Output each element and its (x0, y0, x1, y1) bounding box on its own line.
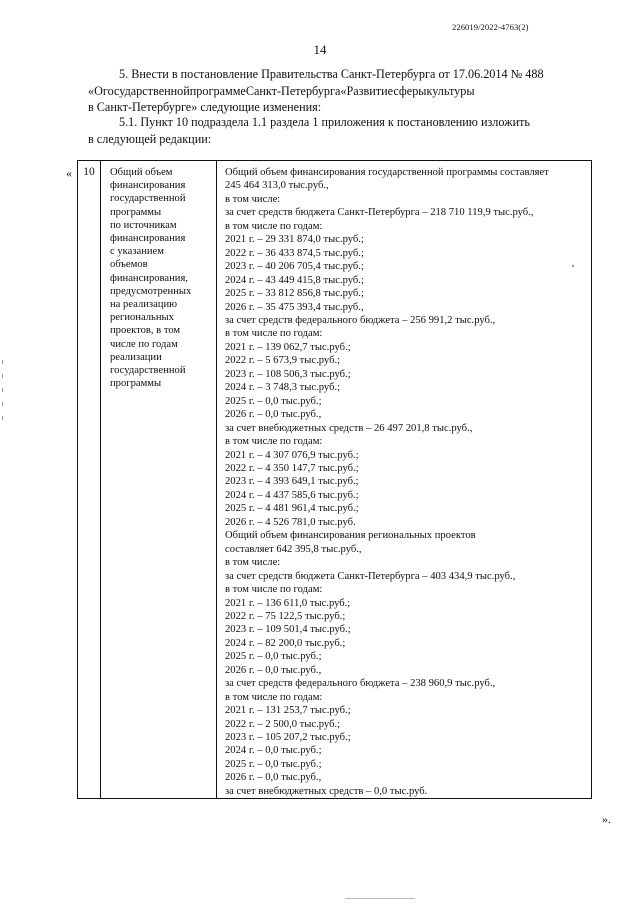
paragraph-line: 5. Внести в постановление Правительства Санкт-Петербурга от 17.06.2014 № 488 (119, 67, 544, 81)
closing-quote: ». (602, 812, 611, 826)
paragraph-line: в следующей редакции: (88, 131, 212, 146)
scan-dot (572, 265, 574, 267)
label-line: проектов, в том (110, 325, 181, 337)
content-line: 2024 г. – 0,0 тыс.руб.; (225, 745, 322, 757)
paragraph-line: 5.1. Пункт 10 подраздела 1.1 раздела 1 приложения к постановлению изложить (119, 115, 530, 129)
content-line: 2022 г. – 75 122,5 тыс.руб.; (225, 610, 346, 622)
content-line: 2026 г. – 0,0 тыс.руб., (225, 409, 322, 421)
content-line: 2023 г. – 109 501,4 тыс.руб.; (225, 624, 351, 636)
content-line: 2026 г. – 0,0 тыс.руб., (225, 664, 322, 676)
content-line: составляет 642 395,8 тыс.руб., (225, 543, 362, 555)
word: государственной (102, 83, 190, 98)
content-line: 2022 г. – 5 673,9 тыс.руб.; (225, 355, 341, 367)
content-line: в том числе: (225, 557, 281, 569)
label-line: предусмотренных (110, 285, 192, 297)
page-number: 14 (313, 42, 327, 57)
paragraph-line: в Санкт-Петербурге» следующие изменения: (88, 100, 322, 114)
label-line: программы (110, 206, 162, 218)
row-label-cell (110, 166, 218, 390)
scan-mark (2, 360, 3, 364)
content-line: 2025 г. – 0,0 тыс.руб.; (225, 651, 322, 663)
content-line: за счет внебюджетных средств – 0,0 тыс.руб. (225, 785, 428, 797)
scan-artifact-line (345, 898, 415, 899)
content-line: 2025 г. – 33 812 856,8 тыс.руб.; (225, 288, 364, 300)
label-line: с указанием (110, 246, 164, 258)
word: «Развитие (340, 83, 394, 98)
content-line: 2021 г. – 29 331 874,0 тыс.руб.; (225, 234, 364, 246)
content-line: 2025 г. – 4 481 961,4 тыс.руб.; (225, 503, 359, 515)
content-line: 2021 г. – 131 253,7 тыс.руб.; (225, 705, 351, 717)
word: сферы (393, 83, 427, 98)
content-line: за счет средств федерального бюджета – 238 960,9 тыс.руб., (225, 678, 496, 690)
row-number-cell: 10 (83, 166, 95, 178)
label-line: объемов (110, 259, 148, 271)
paragraph-item-5-1 (88, 114, 592, 147)
word: «О (88, 83, 103, 98)
content-line: 2026 г. – 0,0 тыс.руб., (225, 772, 322, 784)
financing-table (77, 160, 592, 799)
content-line: 2023 г. – 40 206 705,4 тыс.руб.; (225, 261, 364, 273)
content-line: 2021 г. – 136 611,0 тыс.руб.; (225, 597, 351, 609)
content-line: 2023 г. – 105 207,2 тыс.руб.; (225, 732, 351, 744)
label-line: финансирования (110, 180, 186, 192)
content-line: 2026 г. – 35 475 393,4 тыс.руб., (225, 301, 364, 313)
content-line: 2025 г. – 0,0 тыс.руб.; (225, 758, 322, 770)
content-line: за счет средств федерального бюджета – 256 991,2 тыс.руб., (225, 314, 496, 326)
content-line: за счет средств бюджета Санкт-Петербурга – 403 434,9 тыс.руб., (225, 570, 516, 582)
column-divider (100, 161, 101, 798)
label-line: числе по годам (110, 338, 178, 350)
label-line: финансирования, (110, 272, 188, 284)
content-line: 2021 г. – 4 307 076,9 тыс.руб.; (225, 449, 359, 461)
content-line: 2022 г. – 2 500,0 тыс.руб.; (225, 718, 341, 730)
content-line: в том числе по годам: (225, 436, 323, 448)
content-line: в том числе по годам: (225, 328, 323, 340)
label-line: по источникам (110, 219, 177, 231)
document-id: 226019/2022-4763(2) (452, 22, 529, 32)
content-line: Общий объем финансирования государственной программы составляет (225, 167, 549, 178)
content-line: в том числе по годам: (225, 220, 323, 232)
content-line: 2022 г. – 4 350 147,7 тыс.руб.; (225, 462, 359, 474)
label-line: финансирования (110, 233, 186, 245)
label-line: государственной (110, 365, 186, 377)
row-content-cell (225, 166, 589, 798)
word: Санкт-Петербурга (245, 83, 341, 98)
scan-margin-marks (2, 360, 6, 430)
label-line: государственной (110, 193, 186, 205)
content-line: 2024 г. – 3 748,3 тыс.руб.; (225, 382, 341, 394)
content-line: за счет средств бюджета Санкт-Петербурга – 218 710 119,9 тыс.руб., (225, 207, 534, 219)
scan-mark (2, 388, 3, 392)
content-line: 2024 г. – 4 437 585,6 тыс.руб.; (225, 489, 359, 501)
scan-mark (2, 416, 3, 420)
paragraph-line (88, 83, 592, 100)
content-line: 2022 г. – 36 433 874,5 тыс.руб.; (225, 247, 364, 259)
label-line: региональных (110, 312, 174, 324)
scan-mark (2, 374, 3, 378)
label-line: Общий объем (110, 167, 173, 178)
content-line: 245 464 313,0 тыс.руб., (225, 180, 329, 192)
scan-mark (2, 402, 3, 406)
content-line: в том числе: (225, 193, 281, 205)
word: культуры (426, 83, 475, 98)
paragraph-amendment-intro (88, 66, 592, 116)
content-line: в том числе по годам: (225, 691, 323, 703)
content-line: 2024 г. – 82 200,0 тыс.руб.; (225, 637, 346, 649)
content-line: 2023 г. – 4 393 649,1 тыс.руб.; (225, 476, 359, 488)
content-line: Общий объем финансирования региональных проектов (225, 530, 476, 542)
label-line: реализации (110, 351, 162, 363)
label-line: программы (110, 378, 162, 390)
content-line: 2025 г. – 0,0 тыс.руб.; (225, 395, 322, 407)
opening-quote: « (66, 166, 72, 180)
content-line: 2026 г. – 4 526 781,0 тыс.руб. (225, 516, 356, 528)
content-line: 2023 г. – 108 506,3 тыс.руб.; (225, 368, 351, 380)
label-line: на реализацию (110, 299, 178, 311)
content-line: 2024 г. – 43 449 415,8 тыс.руб.; (225, 274, 364, 286)
word: программе (189, 83, 246, 98)
content-line: 2021 г. – 139 062,7 тыс.руб.; (225, 341, 351, 353)
content-line: за счет внебюджетных средств – 26 497 201,8 тыс.руб., (225, 422, 473, 434)
content-line: в том числе по годам: (225, 584, 323, 596)
